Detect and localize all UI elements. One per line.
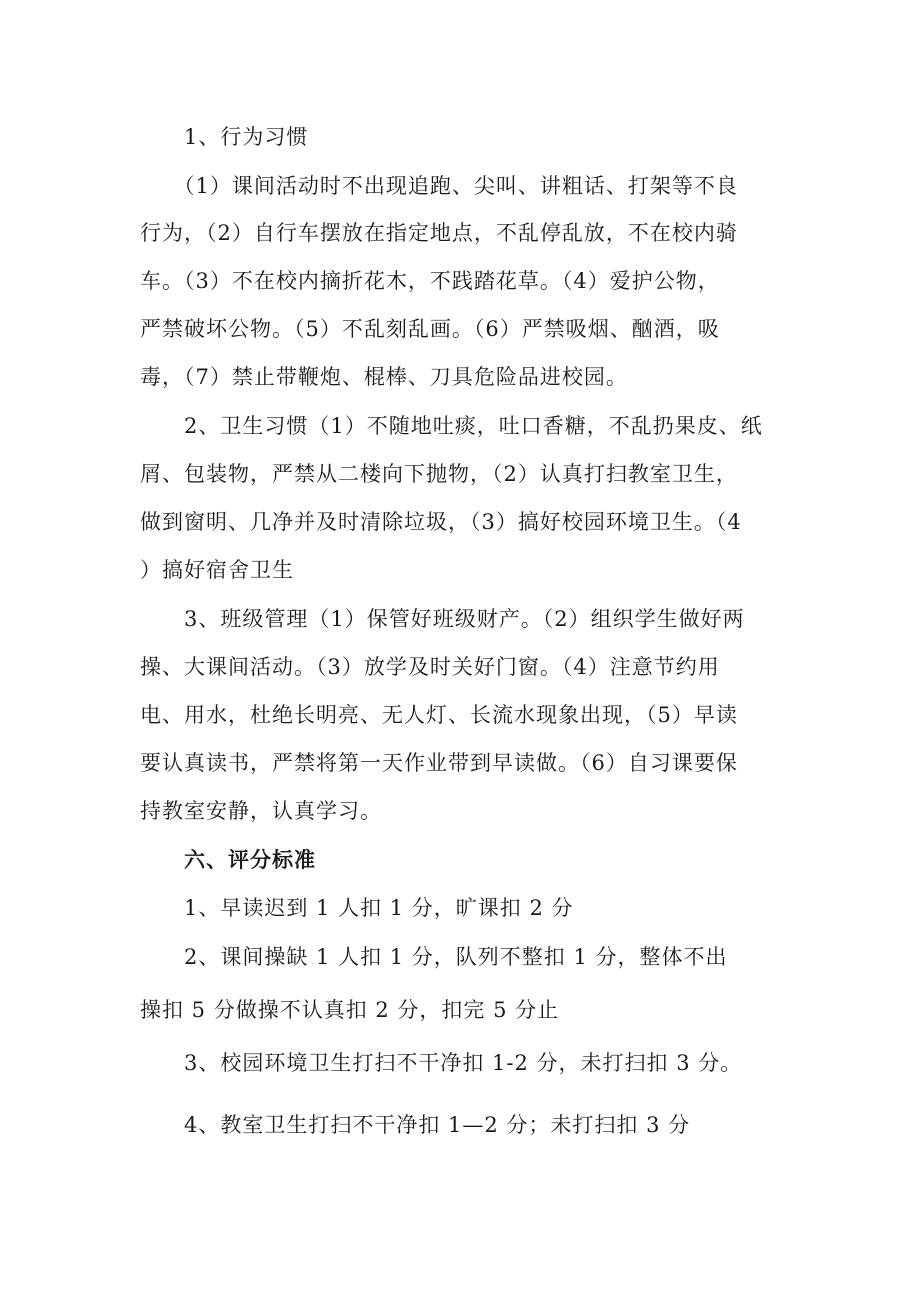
- text-line: 持教室安静，认真学习。: [140, 799, 382, 823]
- text-line: 毒，（7）禁止带鞭炮、棍棒、刀具危险品进校园。: [140, 365, 628, 389]
- text-line: 2、课间操缺 1 人扣 1 分，队列不整扣 1 分，整体不出: [140, 945, 728, 969]
- text-line: 1、早读迟到 1 人扣 1 分，旷课扣 2 分: [140, 896, 574, 920]
- text-line: 行为，（2）自行车摆放在指定地点，不乱停乱放，不在校内骑: [140, 221, 738, 245]
- text-line: 车。（3）不在校内摘折花木，不践踏花草。（4）爱护公物，: [140, 269, 720, 293]
- text-line: 屑、包装物，严禁从二楼向下抛物，（2）认真打扫教室卫生，: [140, 462, 738, 486]
- text-line: 2、卫生习惯（1）不随地吐痰，吐口香糖，不乱扔果皮、纸: [140, 414, 763, 438]
- text-line: 4、教室卫生打扫不干净扣 1—2 分；未打扫扣 3 分: [140, 1113, 691, 1137]
- text-line: 做到窗明、几净并及时清除垃圾，（3）搞好校园环境卫生。（4: [140, 510, 742, 534]
- text-line: 严禁破坏公物。（5）不乱刻乱画。（6）严禁吸烟、酗酒，吸: [140, 317, 720, 341]
- text-line: 操、大课间活动。（3）放学及时关好门窗。（4）注意节约用: [140, 655, 720, 679]
- text-line: 电、用水，杜绝长明亮、无人灯、长流水现象出现，（5）早读: [140, 703, 738, 727]
- text-line: 操扣 5 分做操不认真扣 2 分，扣完 5 分止: [140, 998, 560, 1022]
- section-heading: 六、评分标准: [140, 848, 316, 872]
- text-line: 3、班级管理（1）保管好班级财产。（2）组织学生做好两: [140, 607, 745, 631]
- text-line: （1）课间活动时不出现追跑、尖叫、讲粗话、打架等不良: [140, 174, 738, 198]
- text-line: 1、行为习惯: [140, 125, 309, 149]
- text-line: ）搞好宿舍卫生: [140, 558, 294, 582]
- text-line: 3、校园环境卫生打扫不干净扣 1-2 分，未打扫扣 3 分。: [140, 1051, 743, 1075]
- text-line: 要认真读书，严禁将第一天作业带到早读做。（6）自习课要保: [140, 751, 738, 775]
